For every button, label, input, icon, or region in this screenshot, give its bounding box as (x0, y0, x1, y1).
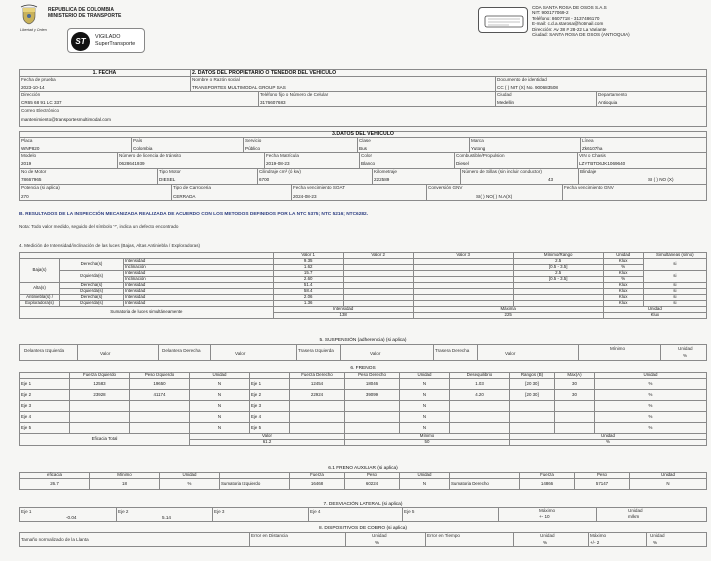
lights-group: Baja(s) (20, 259, 60, 283)
gnv-value: SI( ) NO( ) N.A(X) (476, 194, 513, 199)
country-title: REPUBLICA DE COLOMBIA (48, 7, 114, 13)
brakes-fi: 23928 (70, 390, 130, 401)
brakes-rng: [20 30] (510, 379, 555, 390)
cobro-unidad3-label: Unidad (650, 533, 665, 538)
dev-maximo-value: +- 10 (539, 514, 550, 519)
vin-label: VIN o Chasis (579, 153, 606, 158)
dev-eje2-label: Eje 2 (118, 509, 129, 514)
dev-eje2-value: 5.14 (162, 515, 171, 520)
susp-valor3: Valor (370, 351, 381, 356)
brakes-ud: N (400, 390, 450, 401)
table-row (20, 412, 707, 423)
modelo-value: 2019 (21, 161, 32, 166)
susp-valor4: Valor (505, 351, 516, 356)
cobro-distancia-label: Error en Distancia (251, 533, 288, 538)
brakes-eje: Eje 3 (20, 401, 70, 412)
vin-value: LZYTBTD6JK1069640 (579, 161, 626, 166)
cda-logo (478, 7, 528, 33)
brakes-fi: 12583 (70, 379, 130, 390)
owner-section (19, 69, 707, 127)
brakes-ud: N (400, 401, 450, 412)
cobro-maximo-label: Máximo (590, 533, 607, 538)
lights-kind: Intensidad (124, 295, 274, 301)
aux-fuerza-label: Fuerza (290, 473, 345, 479)
brakes-ud: N (400, 423, 450, 434)
lights-h-v2: Valor 2 (343, 253, 413, 259)
brakes-ui: N (190, 401, 250, 412)
brakes-eje2: Eje 3 (250, 401, 290, 412)
gnv-label: Conversión GNV (428, 185, 463, 190)
brakes-h-max: Max(A) (555, 373, 595, 379)
brakes-h-rng: Rangos (B) (510, 373, 555, 379)
lights-v1: 2.60 (273, 277, 343, 283)
eficacia-unidad-label: Unidad (510, 434, 707, 440)
nombre-label: Nombre o Razón social (192, 77, 240, 82)
suspension-table (19, 344, 707, 361)
linea-value: Zk6107ha (582, 146, 603, 151)
aux-minimo-label: Mínimo (90, 473, 160, 479)
aux-sum-izq-p: 60224 (345, 479, 400, 490)
lights-side: Izquierda(s) (60, 289, 124, 295)
lights-kind: Intensidad (124, 271, 274, 277)
lights-unit: % (603, 277, 643, 283)
cda-telefono: Teléfono: 8607718 - 3137486170 (532, 15, 600, 21)
brakes-h-des: Desequilibrio (450, 373, 510, 379)
lights-table (19, 252, 707, 319)
cobro-maximo-value: +/- 2 (590, 540, 600, 545)
table-row (20, 423, 707, 434)
brakes-u: % (595, 401, 707, 412)
susp-unidad-label: Unidad (678, 346, 693, 351)
lights-side: Derecha(s) (60, 283, 124, 289)
aux-peso-label: Peso (345, 473, 400, 479)
colombia-coat-of-arms (19, 4, 39, 26)
lights-range: [0.5 - 3.5] (513, 265, 603, 271)
brakes-ui: N (190, 379, 250, 390)
cobro-tiempo-label: Error en Tiempo (427, 533, 460, 538)
aux-sum-der-p: 57147 (575, 479, 630, 490)
tipomotor-label: Tipo Motor (159, 169, 181, 174)
supertransporte-text: SuperTransporte (95, 41, 136, 47)
cda-direccion: Dirección: Av 38 # 28-22 La Variante (532, 26, 607, 32)
lights-kind: Inclinación (124, 277, 274, 283)
aux-eficacia-label: eficacia (20, 473, 90, 479)
lights-v1: 51.4 (273, 283, 343, 289)
brakes-rng: [20 30] (510, 390, 555, 401)
brakes-pi: 41174 (130, 390, 190, 401)
lights-sim: si (643, 259, 706, 271)
susp-valor1: Valor (100, 351, 111, 356)
cda-email: E-mail: c.d.a.starosa@hotmail.com (532, 21, 604, 27)
brakes-h-ud: Unidad (400, 373, 450, 379)
eficacia-valor: 61.2 (190, 440, 345, 446)
km-value: 222589 (374, 177, 390, 182)
lights-kind: Intensidad (124, 289, 274, 295)
potencia-label: Potencia (si aplica) (21, 185, 60, 190)
sillas-label: Número de Sillas (sin incluir conductor) (462, 169, 542, 174)
aux-sum-izq-u: N (400, 479, 450, 490)
brakes-u: % (595, 423, 707, 434)
luces-title: 4. Medición de Intensidad/inclinación de las luces (Bajas, Altas Antiniebla / Exploradoras) (19, 243, 201, 248)
brakes-ud: N (400, 412, 450, 423)
pais-value: Colombia (133, 146, 153, 151)
susp-tras-der: Trasera Derecha (435, 348, 470, 353)
depto-label: Departamento (598, 92, 628, 97)
susp-del-izq: Delantera Izquierda (24, 348, 65, 353)
dev-eje1-value: -0.04 (66, 515, 77, 520)
blindaje-value: SI ( ) NO (X) (648, 177, 674, 182)
eficacia-unidad: % (510, 440, 707, 446)
lights-kind: Intensidad (124, 259, 274, 265)
susp-minimo: Mínimo (610, 346, 626, 351)
dev-eje1-label: Eje 1 (21, 509, 32, 514)
dev-maximo-label: Máximo (539, 508, 556, 513)
lights-v1: 1.36 (273, 301, 343, 307)
marca-label: Marca (471, 138, 484, 143)
lights-sum-max-label: Máxima (413, 307, 603, 313)
brakes-table (19, 372, 707, 446)
aux-unidad-label: Unidad (160, 473, 220, 479)
lights-v1: 9.35 (273, 259, 343, 265)
lights-sum-unit-label: Unidad (603, 307, 706, 313)
lights-sim: si (643, 283, 706, 289)
depto-value: Antioquia (598, 100, 618, 105)
lights-sim: si (643, 301, 706, 307)
lights-group: Alta(s) (20, 283, 60, 295)
nombre-value: TRANSPORTES MULTIMODAL GROUP SAS (192, 85, 286, 90)
aux-sum-izq-label: Sumatoria Izquierdo (220, 479, 290, 490)
eficacia-label: Eficacia Total (20, 434, 190, 446)
ciudad-label: Ciudad (497, 92, 512, 97)
brakes-pi: 19650 (130, 379, 190, 390)
lights-unit: Klux (603, 295, 643, 301)
st-logo-icon: ST (71, 32, 90, 51)
vigilado-text: VIGILADO (95, 34, 121, 40)
cda-ciudad: Ciudad: SANTA ROSA DE OSOS (ANTIOQUIA) (532, 32, 630, 38)
lights-side: Izquierda(s) (60, 271, 124, 283)
brakes-eje: Eje 4 (20, 412, 70, 423)
susp-valor2: Valor (235, 351, 246, 356)
dev-eje4-label: Eje 4 (310, 509, 321, 514)
motor-value: 78667965 (21, 177, 42, 182)
susp-tras-izq: Trasera Izquierda (298, 348, 334, 353)
dev-unidad-value: m/km (628, 514, 640, 519)
brakes-eje2: Eje 2 (250, 390, 290, 401)
frenos-title: 6. FRENOS (350, 366, 376, 371)
cda-nit: NIT: 900177069-2 (532, 10, 569, 16)
combustible-value: Diesel (456, 161, 469, 166)
servicio-value: Público (245, 146, 261, 151)
lights-sum-int-value: 138 (273, 313, 413, 319)
brakes-eje: Eje 5 (20, 423, 70, 434)
cobro-title: 8. DISPOSITIVOS DE COBRO (si aplica) (319, 526, 407, 531)
lights-range: [0.5 - 3.5] (513, 277, 603, 283)
table-row (20, 379, 707, 390)
brakes-u: % (595, 379, 707, 390)
lights-side: Derecha(s) (60, 295, 124, 301)
aux-fuerza2-label: Fuerza (520, 473, 575, 479)
tipomotor-value: DIESEL (159, 177, 176, 182)
table-row (20, 401, 707, 412)
linea-label: Línea (582, 138, 594, 143)
dev-eje5-label: Eje 5 (404, 509, 415, 514)
brakes-ui: N (190, 423, 250, 434)
lights-range: 2.5 (513, 271, 603, 277)
documento-label: Documento de identidad (497, 77, 547, 82)
matricula-label: Fecha Matrícula (266, 153, 299, 158)
cilindraje-value: 6700 (259, 177, 270, 182)
aux-unidad2-label: Unidad (400, 473, 450, 479)
eficacia-minimo-label: Mínimo (345, 434, 510, 440)
brakes-ui: N (190, 390, 250, 401)
brakes-eje: Eje 1 (20, 379, 70, 390)
brakes-eje2: Eje 4 (250, 412, 290, 423)
lights-unit: Klux (603, 271, 643, 277)
brakes-ui: N (190, 412, 250, 423)
clase-label: Clase (359, 138, 371, 143)
lights-sum-unit-value: Klux (603, 313, 706, 319)
cobro-unidad2-label: Unidad (540, 533, 555, 538)
soat-value: 2024-08-23 (293, 194, 317, 199)
motor-label: No de Motor (21, 169, 47, 174)
carroceria-value: CERRADA (173, 194, 196, 199)
cda-name: CDA SANTA ROSA DE OSOS S.A.S (532, 5, 607, 10)
lights-side: Izquierda(s) (60, 301, 124, 307)
ciudad-value: Medellin (497, 100, 515, 105)
cobro-unidad1-label: Unidad (372, 533, 387, 538)
susp-unidad-value: % (683, 353, 688, 358)
brakes-h-pi: Peso Izquierdo (130, 373, 190, 379)
lights-h-v3: Valor 3 (413, 253, 513, 259)
brakes-fd: 22924 (290, 390, 345, 401)
brakes-pd: 18046 (345, 379, 400, 390)
placa-label: Placa (21, 138, 33, 143)
modelo-label: Modelo (21, 153, 37, 158)
brakes-u: % (595, 412, 707, 423)
resultados-nota: Nota: Todo valor medido, seguido del símbolo '*', indica un defecto encontrado (19, 224, 179, 229)
fecha-value: 2023-10-14 (21, 85, 45, 90)
brakes-eje: Eje 2 (20, 390, 70, 401)
clase-value: Bus (359, 146, 367, 151)
placa-value: WNP820 (21, 146, 40, 151)
fecha-title: 1. FECHA (92, 70, 117, 76)
lights-group: Exploradora(s) (20, 301, 60, 307)
brakes-u: % (595, 390, 707, 401)
matricula-value: 2019-08-23 (266, 161, 290, 166)
aux-sum-der-label: Sumatoria Derecho (450, 479, 520, 490)
susp-del-der: Delantera Derecha (162, 348, 201, 353)
lights-h-sim: Simultaneas (si/no) (643, 253, 706, 259)
dev-unidad-label: Unidad (628, 508, 643, 513)
sillas-value: 43 (548, 177, 554, 182)
carroceria-label: Tipo de Carroceria (173, 185, 211, 190)
aux-brake-table (19, 472, 707, 490)
vehiculo-title: 3.DATOS DEL VEHICULO (332, 131, 394, 137)
km-label: Kilometraje (374, 169, 397, 174)
lights-unit: Klux (603, 283, 643, 289)
lights-unit: % (603, 265, 643, 271)
lights-unit: Klux (603, 289, 643, 295)
brakes-des: 1.03 (450, 379, 510, 390)
lights-sum-label: Sumatoria de luces simultáneamente (20, 307, 274, 319)
lights-unit: Klux (603, 301, 643, 307)
color-label: Color (361, 153, 372, 158)
brakes-h-fd: Fuerza Derecho (290, 373, 345, 379)
propietario-title: 2. DATOS DEL PROPIETARIO O TENEDOR DEL VEHICULO (192, 70, 337, 76)
lights-v1: 58.4 (273, 289, 343, 295)
lights-sim: si (643, 271, 706, 283)
fecha-label: Fecha de prueba (21, 77, 56, 82)
cobro-unidad3-value: % (653, 540, 658, 545)
brakes-ud: N (400, 379, 450, 390)
blindaje-label: Blindaje (580, 169, 597, 174)
supertransporte-logo (67, 28, 145, 53)
correo-value: mantenimiento@transportesmultimodal.com (21, 117, 111, 122)
brakes-max: 30 (555, 379, 595, 390)
lights-sim: si (643, 295, 706, 301)
correo-label: Correo Electrónico (21, 108, 60, 113)
lights-v1: 15.7 (273, 271, 343, 277)
combustible-label: Combustible/Propulsion (456, 153, 505, 158)
lights-h-v1: Valor 1 (273, 253, 343, 259)
servicio-label: Servicio (245, 138, 262, 143)
brakes-eje2: Eje 1 (250, 379, 290, 390)
direccion-value: CR65 68 91 LC 337 (21, 100, 62, 105)
brakes-h-pd: Peso Derecho (345, 373, 400, 379)
brakes-max: 30 (555, 390, 595, 401)
lights-h-min: Mínimo/Rango (513, 253, 603, 259)
lights-group: Antiniebla(s) / (20, 295, 60, 301)
lights-v1: 1.62 (273, 265, 343, 271)
desviacion-title: 7. DESVIACIÓN LATERAL (si aplica) (323, 502, 403, 507)
lights-sum-int-label: Intensidad (273, 307, 413, 313)
lights-v1: 2.06 (273, 295, 343, 301)
pais-label: País (133, 138, 143, 143)
aux-sum-der-f: 14866 (520, 479, 575, 490)
lights-kind: Intensidad (124, 301, 274, 307)
suspension-title: 5. SUSPENSIÓN (adherencia) (si aplica) (319, 338, 407, 343)
aux-minimo-value: 18 (90, 479, 160, 490)
marca-value: Yutong (471, 146, 486, 151)
cobro-llanta-label: Tamaño normalizado de la Llanta (21, 537, 89, 542)
aux-peso2-label: Peso (575, 473, 630, 479)
lights-range: 2.5 (513, 259, 603, 265)
documento-value: CC ( ) NIT (X) No. 900683508 (497, 85, 558, 90)
aux-sum-der-u: N (630, 479, 707, 490)
aux-sum-izq-f: 16468 (290, 479, 345, 490)
licencia-value: 0628641939 (119, 161, 145, 166)
aux-unidad3-label: Unidad (630, 473, 707, 479)
color-value: Blanco (361, 161, 376, 166)
lights-unit: Klux (603, 259, 643, 265)
telefono-value: 3176607683 (260, 100, 286, 105)
gnv-venc-label: Fecha vencimiento GNV (564, 185, 614, 190)
brakes-pd: 39099 (345, 390, 400, 401)
lights-kind: Inclinación (124, 265, 274, 271)
licencia-label: Número de licencia de tránsito (119, 153, 182, 158)
auxiliar-title: 6.1 FRENO AUXILIAR (si aplica) (328, 466, 398, 471)
brakes-h-u: Unidad (595, 373, 707, 379)
cobro-unidad1-value: % (375, 540, 380, 545)
motto-text: Libertad y Orden (20, 28, 47, 32)
resultados-title: B. RESULTADOS DE LA INSPECCIÓN MECANIZADA REALIZADA DE ACUERDO CON LOS METODOS DEFINIDOS POR LA NTC 5375; NTC 5216; NTC6282. (19, 212, 369, 217)
soat-label: Fecha vencimiento SOAT (293, 185, 345, 190)
dev-eje3-label: Eje 3 (214, 509, 225, 514)
eficacia-valor-label: Valor (190, 434, 345, 440)
cda-info (532, 5, 630, 37)
telefono-label: Teléfono fijo o Número de Celular (260, 92, 329, 97)
aux-unidad-value: % (160, 479, 220, 490)
brakes-h-ui: Unidad (190, 373, 250, 379)
lights-side: Derecha(s) (60, 259, 124, 271)
brakes-h-fi: Fuerza Izquierdo (70, 373, 130, 379)
table-row (20, 390, 707, 401)
cilindraje-label: Cilindraje cm³ (ó kw) (259, 169, 301, 174)
lights-h-unit: Unidad (603, 253, 643, 259)
lights-sim: si (643, 289, 706, 295)
lights-kind: Intensidad (124, 283, 274, 289)
aux-eficacia-value: 26.7 (20, 479, 90, 490)
brakes-des: 4.20 (450, 390, 510, 401)
lights-sum-max-value: 225 (413, 313, 603, 319)
direccion-label: Dirección (21, 92, 41, 97)
brakes-fd: 12454 (290, 379, 345, 390)
ministry-title: MINISTERIO DE TRANSPORTE (48, 13, 122, 19)
brakes-eje2: Eje 5 (250, 423, 290, 434)
cobro-unidad2-value: % (543, 540, 548, 545)
eficacia-minimo: 50 (345, 440, 510, 446)
potencia-value: 270 (21, 194, 29, 199)
